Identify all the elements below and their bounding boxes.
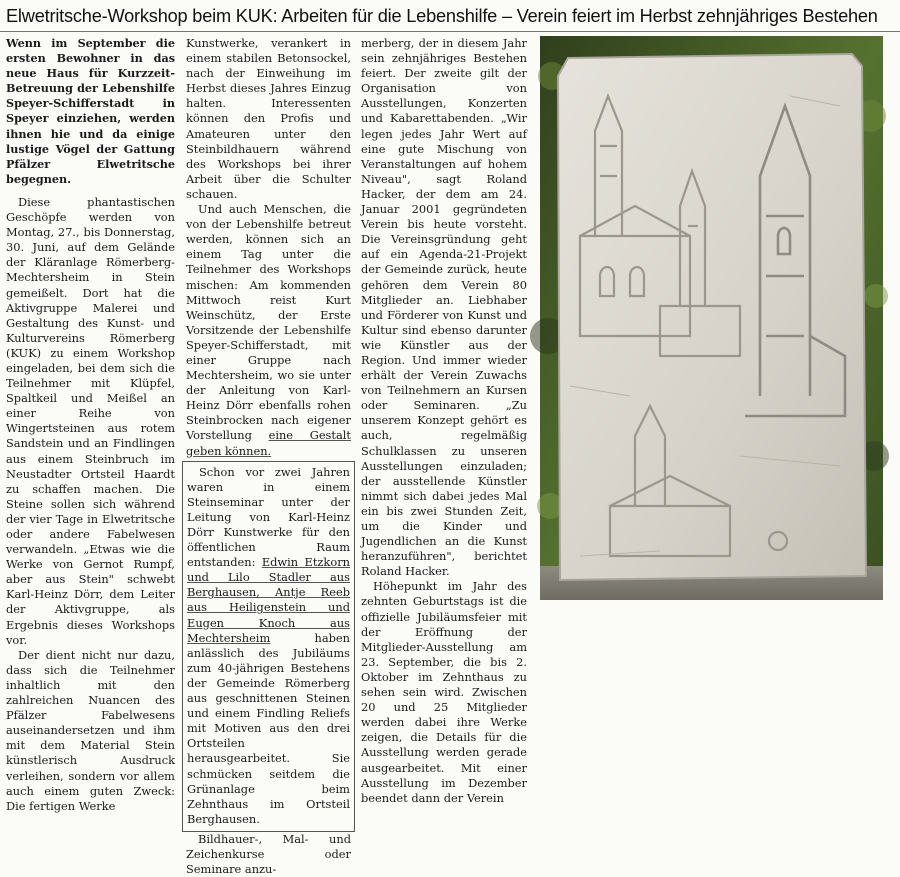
article-column-2 — [186, 36, 351, 877]
body-paragraph: merberg, der in diesem Jahr sein zehnjähriges Bestehen feiert. Der zweite gilt der Organisation von Ausstellungen, Konzerten und Kabarettabenden. „Wir legen jedes Jahr Wert auf eine gute Mischung von Veranstaltungen auf hohem Niveau", sagt Roland Hacker, der dem am 24. Januar 2001 gegründeten Verein bis heute vorsteht. Die Vereinsgründung geht auf ein Agenda-21-Projekt der Gemeinde zurück, heute gehören dem Verein 80 Mitglieder an. Liebhaber und Förderer von Kunst und Kultur sind ebenso darunter wie Künstler aus der Region. Und immer wieder erhält der Verein Zuwachs von Teilnehmern an Kursen oder Seminaren. „Zu unserem Konzept gehört es auch, regelmäßig Schulklassen zu unseren Ausstellungen einzuladen; der ausstellende Künstler nimmt sich dabei jedes Mal ein bis zwei Stunden Zeit, um die Kinder und Jugendlichen an die Kunst heranzuführen", berichtet Roland Hacker. — [361, 36, 527, 579]
body-paragraph: Der dient nicht nur dazu, dass sich die Teilnehmer inhaltlich mit den zahlreichen Nuancen des Pfälzer Fabelwesens auseinandersetzen und ihm mit dem Material Stein künstlerisch Ausdruck verleihen, sondern vor allem auch einem guten Zweck: Die fertigen Werke — [6, 647, 175, 813]
lead-paragraph: Wenn im September die ersten Bewohner in das neue Haus für Kurzzeit-Betreuung der Lebenshilfe Speyer-Schifferstadt in Speyer einziehen, werden ihnen hie und da einige lustige Vögel der Gattung Pfälzer Elwetritsche begegnen. — [6, 36, 175, 186]
body-paragraph: Bildhauer-, Mal- und Zeichenkurse oder Seminare anzu- — [186, 831, 351, 877]
body-paragraph — [187, 465, 350, 827]
stone-slab — [558, 54, 866, 580]
body-paragraph: Diese phantastischen Geschöpfe werden von Montag, 27., bis Donnerstag, 30. Juni, auf dem Gelände der Kläranlage Römerberg-Mechtersheim in Stein gemeißelt. Dort hat die Aktivgruppe Malerei und Gestaltung des Kunst- und Kulturvereins Römerberg (KUK) zu einem Workshop eingeladen, bei dem sich die Teilnehmer mit Klüpfel, Spaltkeil und Meißel an einer Reihe von Wingertsteinen aus rotem Sandstein und an Findlingen aus einem Steinbruch im Neustadter Ortsteil Haardt zu schaffen machen. Die Steine sollen sich während der vier Tage in Elwetritsche oder andere Fabelwesen verwandeln. „Etwas wie die Werke von Gernot Rumpf, aber aus Stein" schwebt Karl-Heinz Dörr, dem Leiter der Aktivgruppe, als Ergebnis dieses Workshops vor. — [6, 194, 175, 647]
body-paragraph: Höhepunkt im Jahr des zehnten Geburtstags ist die offizielle Jubiläumsfeier mit der Eröffnung der Mitglieder-Ausstellung am 23. September, die bis 2. Oktober im Zehnthaus zu sehen sein wird. Zwischen 20 und 25 Mitglieder werden dabei ihre Werke zeigen, die Details für die Ausstellung werden gerade ausgearbeitet. Mit einer Ausstellung im Dezember beendet dann der Verein — [361, 579, 527, 805]
body-paragraph — [186, 202, 351, 459]
body-paragraph: Kunstwerke, verankert in einem stabilen Betonsockel, nach der Einweihung im Herbst dieses Jahres Einzug halten. Interessenten können den Profis und Amateuren unter den Steinbildhauern während des Workshops bei ihrer Arbeit über die Schulter schauen. — [186, 36, 351, 201]
headline-rule — [0, 31, 900, 32]
marked-passage — [182, 461, 355, 832]
article-headline: Elwetritsche-Workshop beim KUK: Arbeiten für die Lebenshilfe – Verein feiert im Herbst zehnjähriges Bestehen — [6, 6, 878, 26]
article-column-3 — [361, 36, 527, 805]
body-text: haben anlässlich des Jubiläums zum 40-jährigen Bestehens der Gemeinde Römerberg aus geschnittenen Steinen und einem Findling Reliefs mit Motiven aus den drei Ortsteilen herausgearbeitet. Sie schmücken seitdem die Grünanlage beim Zehnthaus im Ortsteil Berghausen. — [187, 630, 350, 826]
relief-illustration — [540, 36, 883, 600]
underlined-text: eine Gestalt geben können. — [186, 428, 351, 458]
stone-relief-photo — [540, 36, 883, 600]
artist-names: Edwin Etzkorn und Lilo Stadler aus Berghausen, Antje Reeb aus Heiligenstein und Eugen Knoch aus Mechtersheim — [187, 555, 350, 645]
body-text: Und auch Menschen, die von der Lebenshilfe betreut werden, können sich an einem Tag unter die Teilnehmer des Workshops mischen: Am kommenden Mittwoch reist Kurt Weinschütz, der Erste Vorsitzende der Lebenshilfe Speyer-Schifferstadt, mit einer Gruppe nach Mechtersheim, wo sie unter der Anleitung von Karl-Heinz Dörr ebenfalls rohen Steinbrocken nach eigener Vorstellung — [186, 202, 351, 443]
article-column-1 — [6, 36, 175, 813]
body-text: Schon vor zwei Jahren waren in einem Steinseminar unter der Leitung von Karl-Heinz Dörr Kunstwerke für den öffentlichen Raum entstanden: — [187, 464, 350, 570]
